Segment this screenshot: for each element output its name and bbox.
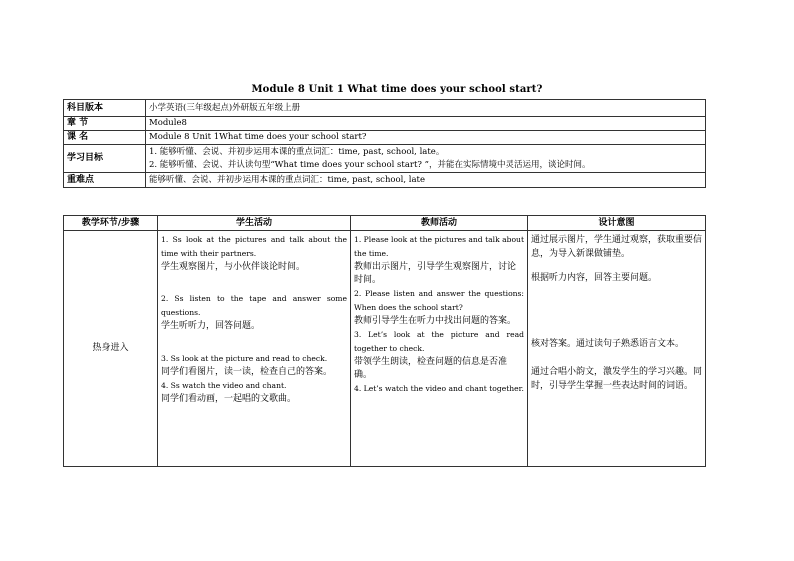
- info-label: 章 节: [64, 117, 146, 131]
- teacher-activity-cell: [351, 231, 528, 467]
- header-stage: 教学环节/步骤: [64, 216, 158, 231]
- teacher-activity-en: 3. Let’s look at the picture and read together to check.: [354, 330, 524, 353]
- plan-row-warmup: [64, 231, 706, 467]
- info-row-subject: [64, 100, 706, 117]
- student-activity-zh: 学生观察图片，与小伙伴谈论时间。: [161, 262, 306, 272]
- teacher-activity-zh: 教师引导学生在听力中找出问题的答案。: [354, 316, 517, 326]
- stage-cell: 热身进入: [64, 231, 158, 467]
- design-intent-text: 核对答案。通过读句子熟悉语言文本。: [531, 339, 685, 349]
- info-row-chapter: [64, 117, 706, 131]
- info-value: 小学英语(三年级起点)外研版五年级上册: [146, 100, 706, 117]
- student-activity-zh: 学生听听力，回答问题。: [161, 321, 261, 331]
- header-design-intent: 设计意图: [528, 216, 706, 231]
- header-teacher-activity: 教师活动: [351, 216, 528, 231]
- document-title: Module 8 Unit 1 What time does your school start?: [251, 84, 543, 95]
- info-value: [146, 145, 706, 173]
- info-value: 能够听懂、会说、并初步运用本课的重点词汇：time, past, school, late: [146, 173, 706, 188]
- info-label: 课 名: [64, 131, 146, 145]
- design-intent-text: 通过展示图片，学生通过观察，获取重要信息，为导入新课做铺垫。: [531, 235, 703, 259]
- design-intent-text: 根据听力内容，回答主要问题。: [531, 273, 658, 283]
- student-activity-en: 3. Ss look at the picture and read to check.: [161, 354, 328, 363]
- teacher-activity-en: 1. Please look at the pictures and talk about the time.: [354, 235, 524, 258]
- info-value: Module 8 Unit 1What time does your school start?: [146, 131, 706, 145]
- info-label: 科目版本: [64, 100, 146, 117]
- info-label: 学习目标: [64, 145, 146, 173]
- info-label: 重难点: [64, 173, 146, 188]
- design-intent-text: 通过合唱小韵文，激发学生的学习兴趣。同时，引导学生掌握一些表达时间的词语。: [531, 367, 703, 391]
- lesson-plan-table: [63, 215, 706, 467]
- info-row-lesson: [64, 131, 706, 145]
- student-activity-en: 4. Ss watch the video and chant.: [161, 381, 287, 390]
- student-activity-zh: 同学们看动画，一起唱的文歌曲。: [161, 394, 297, 404]
- teacher-activity-zh: 教师出示图片，引导学生观察图片，讨论时间。: [354, 262, 517, 285]
- teacher-activity-en: 2. Please listen and answer the questions: When does the school start?: [354, 289, 524, 312]
- teacher-activity-zh: 带领学生朗读，检查问题的信息是否准确。: [354, 357, 508, 380]
- plan-header-row: [64, 216, 706, 231]
- student-activity-en: 1. Ss look at the pictures and talk about the time with their partners.: [161, 235, 347, 258]
- info-row-objectives: [64, 145, 706, 173]
- objective-2: 2. 能够听懂、会说、并认读句型“What time does your school start? ”，并能在实际情境中灵活运用，谈论时间。: [149, 159, 591, 170]
- design-intent-cell: [528, 231, 706, 467]
- info-value: Module8: [146, 117, 706, 131]
- teacher-activity-en: 4. Let’s watch the video and chant together.: [354, 384, 524, 393]
- header-student-activity: 学生活动: [158, 216, 351, 231]
- student-activity-zh: 同学们看图片，读一读，检查自己的答案。: [161, 367, 333, 377]
- info-row-keypoints: [64, 173, 706, 188]
- course-info-table: [63, 99, 706, 188]
- objective-1: 1. 能够听懂、会说、并初步运用本课的重点词汇：time, past, school, late。: [149, 146, 445, 157]
- student-activity-en: 2. Ss listen to the tape and answer some questions.: [161, 294, 347, 317]
- student-activity-cell: [158, 231, 351, 467]
